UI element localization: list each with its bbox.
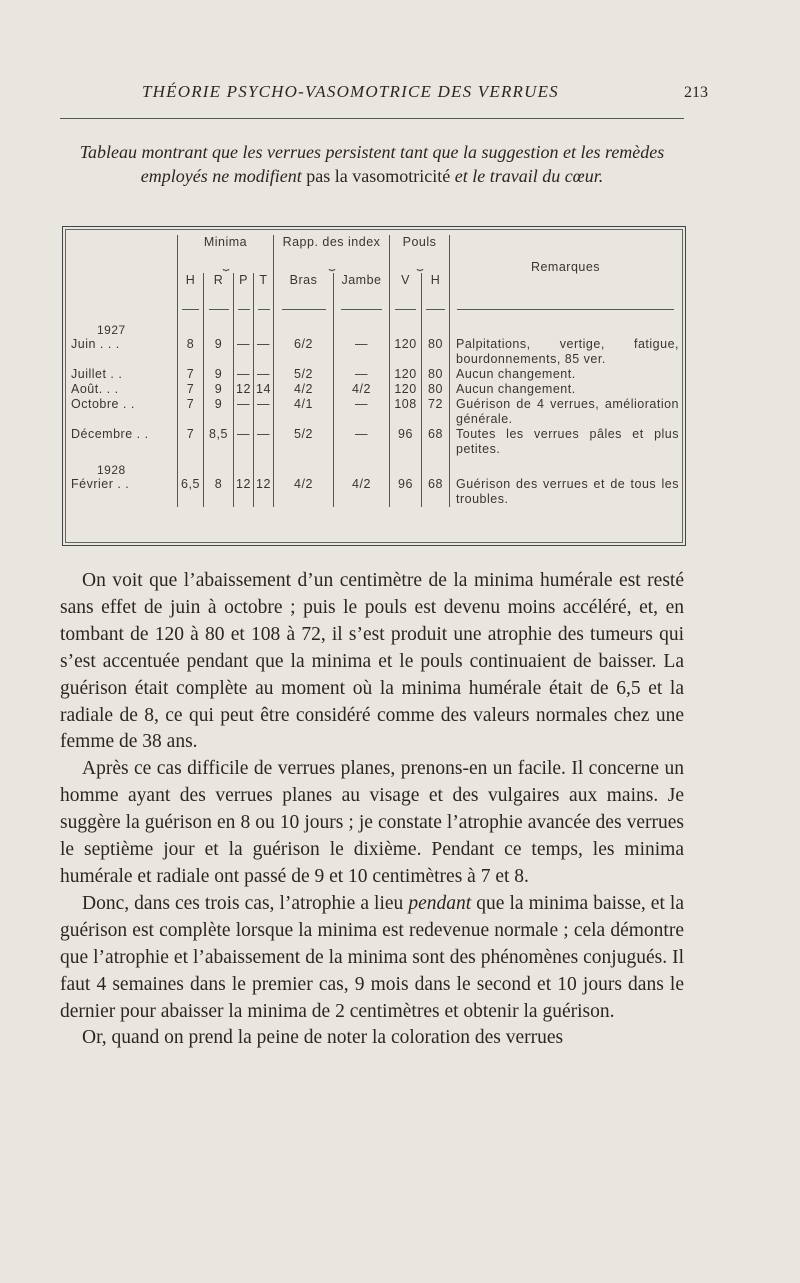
table-row [69,382,681,397]
cell-pouls-h: 80 [422,382,450,397]
brace-minima: ⏟ [178,259,274,273]
header-rapp-index: Rapp. des index [274,235,390,259]
data-table-frame [62,226,686,546]
cell-v: 120 [390,382,422,397]
subheader-r: R [204,273,234,299]
paragraph-4: Or, quand on prend la peine de noter la coloration des verrues [82,1027,564,1049]
cell-v: 96 [390,427,422,457]
cell-month: Juillet . . [69,367,178,382]
paragraph-2: Après ce cas difficile de verrues planes, prenons-en un facile. Il concerne un homme ayant des verrues planes au visage et des vulgaires aux mains. Je suggère la guérison en 8 ou 10 jours ; je constate l’atrophie avancée des verrues le septième jour et la guérison le dixième. Pendant ce temps, les minima humérale et radiale ont passé de 9 et 10 centimètres à 7 et 8. [60,758,684,887]
subheader-v: V [390,273,422,299]
subheader-pouls-h: H [422,273,450,299]
brace-pouls: ⏟ [390,259,450,273]
cell-r: 9 [204,397,234,427]
header-rule [60,118,684,119]
cell-jambe: — [334,367,390,382]
cell-month: Février . . [69,477,178,507]
paragraph-1: On voit que l’abaissement d’un centimètre de la minima humérale est resté sans effet de juin à octobre ; puis le pouls est devenu moins accéléré, et, en tombant de 120 à 80 et 108 à 72, il s’est produit une atrophie des tumeurs qui s’est accentuée pendant que la minima et le pouls continuaient de baisser. La guérison était complète au moment où la minima humérale était de 6,5 et la radiale de 8, ce qui peut être considéré comme des valeurs normales chez une femme de 38 ans. [60,570,684,753]
cell-jambe: — [334,337,390,367]
cell-t: — [254,427,274,457]
cell-bras: 6/2 [274,337,334,367]
table-row [69,477,681,507]
cell-t: 14 [254,382,274,397]
cell-t: — [254,367,274,382]
running-title: THÉORIE PSYCHO-VASOMOTRICE DES VERRUES [142,82,559,101]
caption-part-3: et le travail du cœur. [454,166,604,186]
cell-bras: 4/2 [274,477,334,507]
subheader-h: H [178,273,204,299]
table-row [69,397,681,427]
cell-bras: 4/1 [274,397,334,427]
cell-h: 8 [178,337,204,367]
cell-h: 6,5 [178,477,204,507]
cell-remark: Guérison de 4 verrues, amélioration générale. [456,397,679,426]
table-row [69,367,681,382]
cell-remark: Toutes les verrues pâles et plus petites. [456,427,679,456]
subheader-jambe: Jambe [334,273,390,299]
paragraph-3 [60,891,684,1026]
cell-month: Octobre . . [69,397,178,427]
cell-jambe: 4/2 [334,382,390,397]
caption-part-2: pas la vasomotricité [306,166,451,186]
cell-bras: 5/2 [274,367,334,382]
cell-remark: Aucun changement. [456,367,576,381]
cell-t: 12 [254,477,274,507]
emphasis-pendant: pendant [408,892,472,914]
paragraph-3-end: que la minima baisse, et la guérison est complète lorsque la minima est redevenue normale ; cela démontre que l’atrophie et l’abaissement de la minima sont des phénomènes conjugués. Il faut 4 semaines dans le premier cas, 9 mois dans le second et 10 jours dans le dernier pour abaisser la minima de 2 centimètres et obtenir la guérison. [60,892,685,1022]
cell-month: Août. . . [69,382,178,397]
cell-r: 8,5 [204,427,234,457]
cell-v: 96 [390,477,422,507]
subheader-bras: Bras [274,273,334,299]
caption-part-1: Tableau montrant que les verrues persistent tant que la suggestion et les remèdes employés ne modifient [79,142,665,186]
table-row [69,337,681,367]
cell-r: 9 [204,337,234,367]
cell-p: 12 [234,477,254,507]
cell-p: — [234,337,254,367]
cell-p: — [234,427,254,457]
cell-t: — [254,397,274,427]
data-table [69,235,681,507]
cell-v: 108 [390,397,422,427]
paragraph-3-start: Donc, dans ces trois cas, l’atrophie a lieu [82,892,404,914]
table-row [69,317,681,337]
header-pouls: Pouls [390,235,450,259]
cell-p: 12 [234,382,254,397]
cell-remark: Aucun changement. [456,382,576,396]
cell-month: Décembre . . [69,427,178,457]
cell-jambe: — [334,427,390,457]
cell-month: Juin . . . [69,337,178,367]
table-caption [60,140,684,188]
cell-jambe: 4/2 [334,477,390,507]
cell-pouls-h: 68 [422,477,450,507]
cell-r: 9 [204,367,234,382]
header-remarques: Remarques [530,260,601,274]
cell-bras: 4/2 [274,382,334,397]
cell-v: 120 [390,337,422,367]
cell-p: — [234,397,254,427]
subheader-t: T [254,273,274,299]
table-row [69,427,681,457]
header-minima: Minima [178,235,274,259]
body-text [60,568,684,1052]
year-label: 1928 [69,457,178,477]
year-label: 1927 [69,317,178,337]
cell-remark: Palpitations, vertige, fatigue, bourdonnements, 85 ver. [456,337,679,366]
cell-r: 9 [204,382,234,397]
cell-h: 7 [178,382,204,397]
subheader-p: P [234,273,254,299]
table-row [69,457,681,477]
cell-pouls-h: 80 [422,337,450,367]
page-number: 213 [684,84,708,101]
cell-t: — [254,337,274,367]
cell-h: 7 [178,397,204,427]
cell-pouls-h: 68 [422,427,450,457]
cell-remark: Guérison des verrues et de tous les troubles. [456,477,679,506]
cell-h: 7 [178,367,204,382]
cell-pouls-h: 80 [422,367,450,382]
cell-p: — [234,367,254,382]
cell-h: 7 [178,427,204,457]
cell-r: 8 [204,477,234,507]
cell-pouls-h: 72 [422,397,450,427]
cell-v: 120 [390,367,422,382]
brace-rapp: ⏟ [274,259,390,273]
cell-jambe: — [334,397,390,427]
header-underline-row [69,299,681,317]
cell-bras: 5/2 [274,427,334,457]
